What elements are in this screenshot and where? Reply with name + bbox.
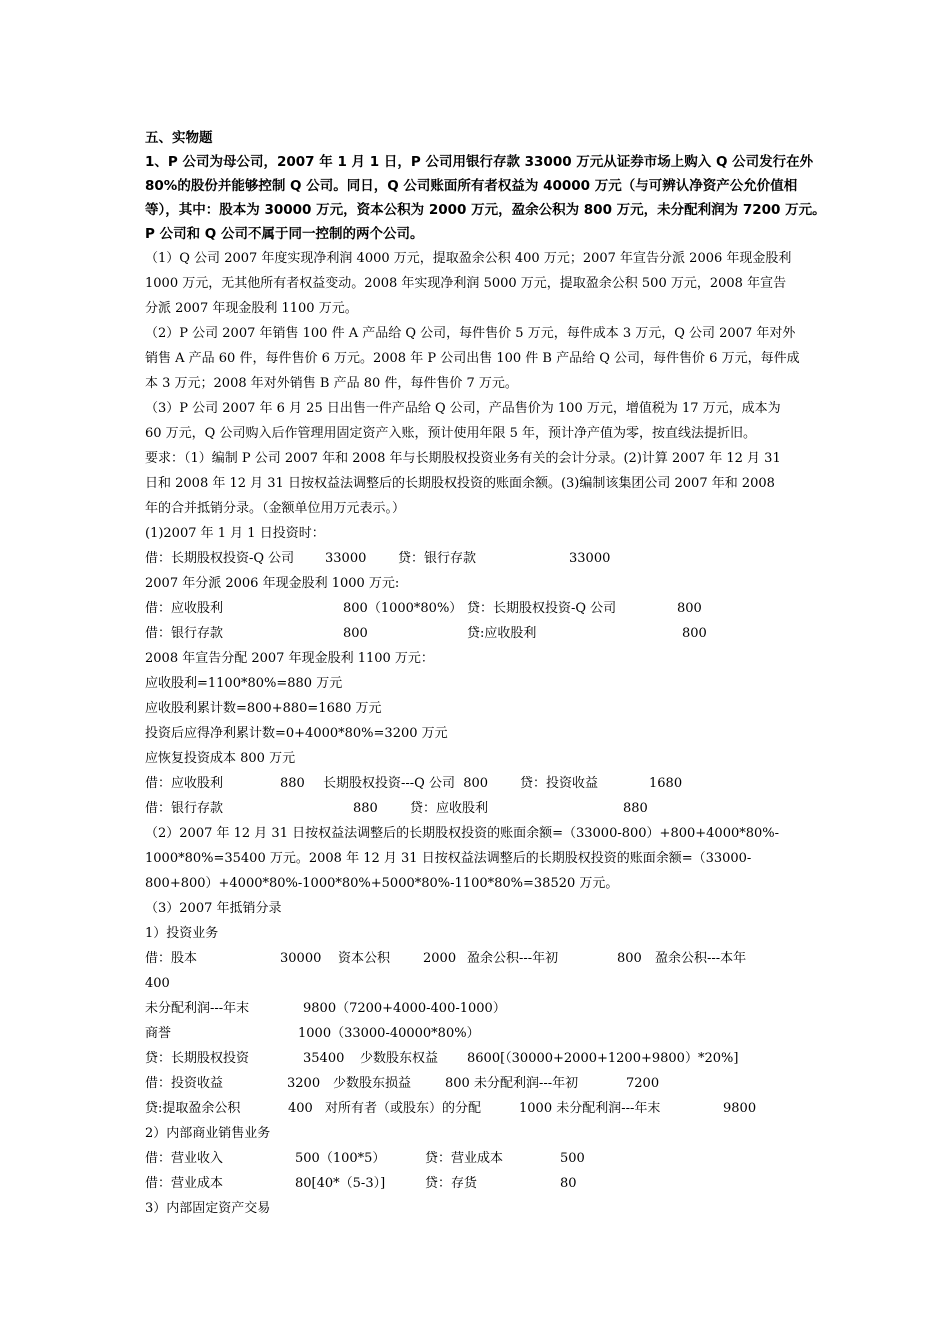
question-line: 80%的股份并能够控制 Q 公司。同日，Q 公司账面所有者权益为 40000 万元（与可辨认净资产公允价值相 bbox=[145, 178, 798, 194]
credit-amount: 1680 bbox=[649, 776, 683, 791]
debit-account: 借：应收股利 bbox=[145, 776, 224, 791]
question-line: 1、P 公司为母公司，2007 年 1 月 1 日，P 公司用银行存款 33000 万元从证券市场上购入 Q 公司发行在外 bbox=[145, 154, 814, 170]
journal-entry-row bbox=[145, 621, 825, 646]
credit-account: 少数股东权益 bbox=[360, 1051, 439, 1066]
section-heading: 五、实物题 bbox=[145, 130, 213, 146]
elimination-row bbox=[145, 1046, 825, 1071]
answer-line: 800+800）+4000*80%-1000*80%+5000*80%-1100*80%=38520 万元。 bbox=[145, 876, 619, 891]
debit-amount: 800 bbox=[343, 626, 368, 641]
debit-amount: 9800（7200+4000-400-1000） bbox=[303, 1001, 506, 1016]
debit-account: 商誉 bbox=[145, 1026, 172, 1041]
credit-account: 贷：应收股利 bbox=[410, 801, 489, 816]
debit-amount: 2000 bbox=[423, 951, 457, 966]
debit-amount: 80[40*（5-3）] bbox=[295, 1176, 386, 1191]
debit-account: 借：投资收益 bbox=[145, 1076, 224, 1091]
calc-line: 应恢复投资成本 800 万元 bbox=[145, 751, 296, 766]
debit-amount: 500（100*5） bbox=[295, 1151, 386, 1166]
answer-line: 1000*80%=35400 万元。2008 年 12 月 31 日按权益法调整后的长期股权投资的账面余额=（33000- bbox=[145, 851, 752, 866]
credit-amount: 8600[（30000+2000+1200+9800）*20%] bbox=[467, 1051, 739, 1066]
debit-account: 盈余公积---年初 bbox=[467, 951, 559, 966]
journal-entry-row bbox=[145, 596, 825, 621]
condition-line: （1）Q 公司 2007 年度实现净利润 4000 万元，提取盈余公积 400 万元；2007 年宣告分派 2006 年现金股利 bbox=[145, 251, 792, 266]
debit-amount: 800 bbox=[617, 951, 642, 966]
elimination-row bbox=[145, 946, 825, 971]
debit-account: 借：营业收入 bbox=[145, 1151, 224, 1166]
debit-amount: 3200 bbox=[287, 1076, 321, 1091]
calc-line: 2008 年宣告分配 2007 年现金股利 1100 万元： bbox=[145, 651, 434, 666]
credit-account: 贷：长期股权投资-Q 公司 bbox=[467, 601, 617, 616]
elimination-row bbox=[145, 1171, 825, 1196]
requirement-line: 年的合并抵销分录。（金额单位用万元表示。） bbox=[145, 501, 406, 516]
credit-account: 贷：营业成本 bbox=[425, 1151, 504, 1166]
journal-entry-row bbox=[145, 771, 825, 796]
answer-line: （3）2007 年抵销分录 bbox=[145, 901, 282, 916]
debit-account: 800 未分配利润---年初 bbox=[445, 1076, 579, 1091]
condition-line: 60 万元，Q 公司购入后作管理用固定资产入账，预计使用年限 5 年，预计净产值为零，按直线法提折旧。 bbox=[145, 426, 757, 441]
credit-amount: 800 bbox=[682, 626, 707, 641]
debit-account: 借：银行存款 bbox=[145, 801, 224, 816]
answer-line: （2）2007 年 12 月 31 日按权益法调整后的长期股权投资的账面余额=（33000-800）+800+4000*80%- bbox=[145, 826, 780, 841]
elimination-amount: 400 bbox=[145, 976, 170, 991]
condition-line: 销售 A 产品 60 件，每件售价 6 万元。2008 年 P 公司出售 100 件 B 产品给 Q 公司，每件售价 6 万元，每件成 bbox=[145, 351, 800, 366]
credit-account: 贷：存货 bbox=[425, 1176, 478, 1191]
document-page bbox=[145, 126, 825, 1221]
calc-line: 应收股利累计数=800+880=1680 万元 bbox=[145, 701, 382, 716]
elimination-row bbox=[145, 1071, 825, 1096]
debit-account: 借：长期股权投资-Q 公司 bbox=[145, 551, 295, 566]
condition-line: 本 3 万元；2008 年对外销售 B 产品 80 件，每件售价 7 万元。 bbox=[145, 376, 518, 391]
credit-account: 对所有者（或股东）的分配 bbox=[325, 1101, 482, 1116]
credit-amount: 880 bbox=[623, 801, 648, 816]
journal-entry-row bbox=[145, 546, 825, 571]
condition-line: 1000 万元，无其他所有者权益变动。2008 年实现净利润 5000 万元，提取盈余公积 500 万元，2008 年宣告 bbox=[145, 276, 787, 291]
elimination-row bbox=[145, 1146, 825, 1171]
debit-account: 借：应收股利 bbox=[145, 601, 224, 616]
condition-line: （3）P 公司 2007 年 6 月 25 日出售一件产品给 Q 公司，产品售价为 100 万元，增值税为 17 万元，成本为 bbox=[145, 401, 781, 416]
calc-line: 投资后应得净利累计数=0+4000*80%=3200 万元 bbox=[145, 726, 448, 741]
debit-account: 少数股东损益 bbox=[333, 1076, 412, 1091]
credit-amount: 33000 bbox=[569, 551, 611, 566]
credit-amount: 400 bbox=[288, 1101, 313, 1116]
credit-amount: 35400 bbox=[303, 1051, 345, 1066]
requirement-line: 日和 2008 年 12 月 31 日按权益法调整后的长期股权投资的账面余额。(3)编制该集团公司 2007 年和 2008 bbox=[145, 476, 775, 491]
credit-account: 贷：长期股权投资 bbox=[145, 1051, 250, 1066]
journal-entry-row bbox=[145, 796, 825, 821]
debit-amount: 1000（33000-40000*80%） bbox=[298, 1026, 480, 1041]
debit-amount: 880 bbox=[280, 776, 305, 791]
elimination-row bbox=[145, 1096, 825, 1121]
condition-line: （2）P 公司 2007 年销售 100 件 A 产品给 Q 公司，每件售价 5 万元，每件成本 3 万元，Q 公司 2007 年对外 bbox=[145, 326, 796, 341]
debit-account: 盈余公积---本年 bbox=[655, 951, 747, 966]
credit-account: 1000 未分配利润---年末 bbox=[519, 1101, 661, 1116]
answer-line: 1）投资业务 bbox=[145, 926, 219, 941]
debit-amount: 800（1000*80%） bbox=[343, 601, 463, 616]
credit-amount: 80 bbox=[560, 1176, 577, 1191]
debit-account: 借：营业成本 bbox=[145, 1176, 224, 1191]
answer-line: 2007 年分派 2006 年现金股利 1000 万元: bbox=[145, 576, 400, 591]
requirement-line: 要求：（1）编制 P 公司 2007 年和 2008 年与长期股权投资业务有关的会计分录。(2)计算 2007 年 12 月 31 bbox=[145, 451, 781, 466]
answer-line: (1)2007 年 1 月 1 日投资时： bbox=[145, 526, 325, 541]
credit-account: 贷:应收股利 bbox=[467, 626, 537, 641]
question-line: P 公司和 Q 公司不属于同一控制的两个公司。 bbox=[145, 226, 424, 242]
debit-amount: 33000 bbox=[325, 551, 367, 566]
calc-line: 应收股利=1100*80%=880 万元 bbox=[145, 676, 343, 691]
debit-account: 借：股本 bbox=[145, 951, 198, 966]
credit-account: 贷：银行存款 bbox=[398, 551, 477, 566]
credit-amount: 9800 bbox=[723, 1101, 757, 1116]
debit-account: 长期股权投资---Q 公司 800 bbox=[323, 776, 489, 791]
credit-amount: 800 bbox=[677, 601, 702, 616]
section-subheading: 3）内部固定资产交易 bbox=[145, 1201, 271, 1216]
debit-account: 未分配利润---年末 bbox=[145, 1001, 250, 1016]
credit-amount: 500 bbox=[560, 1151, 585, 1166]
credit-account: 贷：投资收益 bbox=[520, 776, 599, 791]
debit-amount: 30000 bbox=[280, 951, 322, 966]
debit-account: 资本公积 bbox=[338, 951, 391, 966]
section-subheading: 2）内部商业销售业务 bbox=[145, 1126, 271, 1141]
debit-amount: 7200 bbox=[626, 1076, 660, 1091]
credit-account: 贷:提取盈余公积 bbox=[145, 1101, 241, 1116]
debit-amount: 880 bbox=[353, 801, 378, 816]
elimination-row bbox=[145, 996, 825, 1021]
elimination-row bbox=[145, 1021, 825, 1046]
condition-line: 分派 2007 年现金股利 1100 万元。 bbox=[145, 301, 358, 316]
question-line: 等），其中：股本为 30000 万元，资本公积为 2000 万元，盈余公积为 800 万元，未分配利润为 7200 万元。 bbox=[145, 202, 826, 218]
debit-account: 借：银行存款 bbox=[145, 626, 224, 641]
